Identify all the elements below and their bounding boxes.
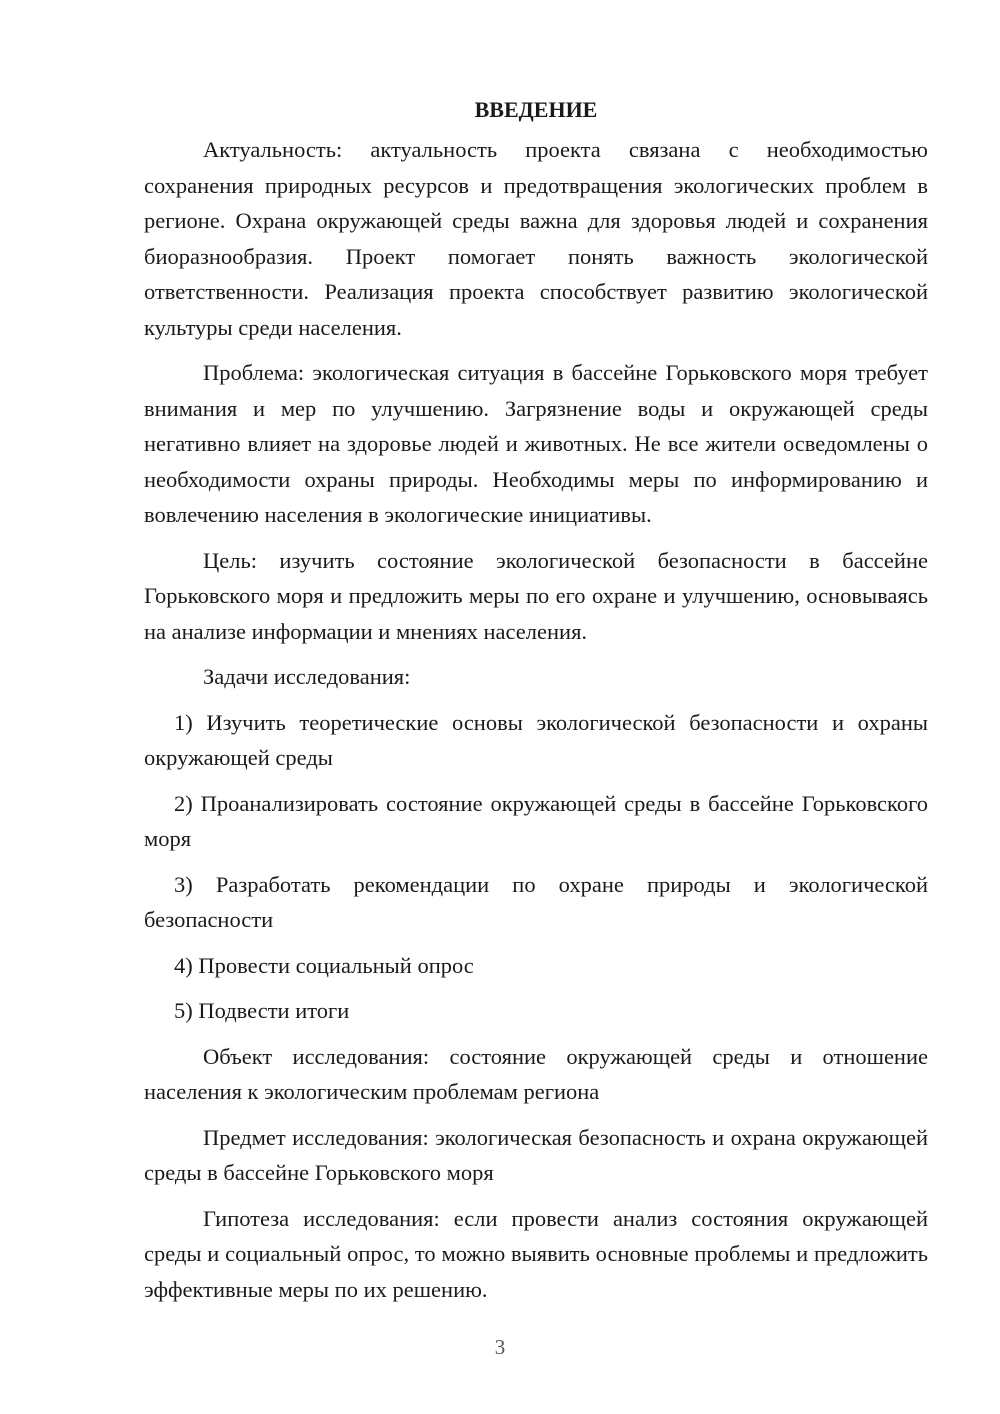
problem-paragraph: Проблема: экологическая ситуация в бассейне Горьковского моря требует внимания и мер по улучшению. Загрязнение воды и окружающей среды негативно влияет на здоровье людей и животных. Не все жители осведомлены о необходимости охраны природы. Необходимы меры по информированию и вовлечению населения в экологические инициативы. (144, 360, 928, 527)
hypothesis-paragraph: Гипотеза исследования: если провести анализ состояния окружающей среды и социальный опрос, то можно выявить основные проблемы и предложить эффективные меры по их решению. (144, 1205, 928, 1302)
page-number: 3 (494, 1335, 506, 1359)
tasks-title: Задачи исследования: (203, 664, 411, 689)
task-item-5: 5) Подвести итоги (174, 998, 350, 1023)
page-title: ВВЕДЕНИЕ (474, 97, 598, 122)
task-item-3: 3) Разработать рекомендации по охране природы и экологической безопасности (144, 871, 928, 932)
task-item-2: 2) Проанализировать состояние окружающей среды в бассейне Горьковского моря (144, 790, 928, 851)
object-paragraph: Объект исследования: состояние окружающей среды и отношение населения к экологическим проблемам региона (144, 1043, 928, 1104)
task-item-1: 1) Изучить теоретические основы экологической безопасности и охраны окружающей среды (144, 709, 928, 770)
relevance-paragraph: Актуальность: актуальность проекта связана с необходимостью сохранения природных ресурсов и предотвращения экологических проблем в регионе. Охрана окружающей среды важна для здоровья людей и сохранения биоразнообразия. Проект помогает понять важность экологической ответственности. Реализация проекта способствует развитию экологической культуры среди населения. (144, 137, 928, 340)
document-page (144, 96, 928, 1317)
tasks-list (144, 705, 928, 1029)
task-item-4: 4) Провести социальный опрос (174, 952, 474, 978)
goal-paragraph: Цель: изучить состояние экологической безопасности в бассейне Горьковского моря и предложить меры по его охране и улучшению, основываясь на анализе информации и мнениях населения. (144, 547, 928, 644)
subject-paragraph: Предмет исследования: экологическая безопасность и охрана окружающей среды в бассейне Горьковского моря (144, 1124, 928, 1185)
